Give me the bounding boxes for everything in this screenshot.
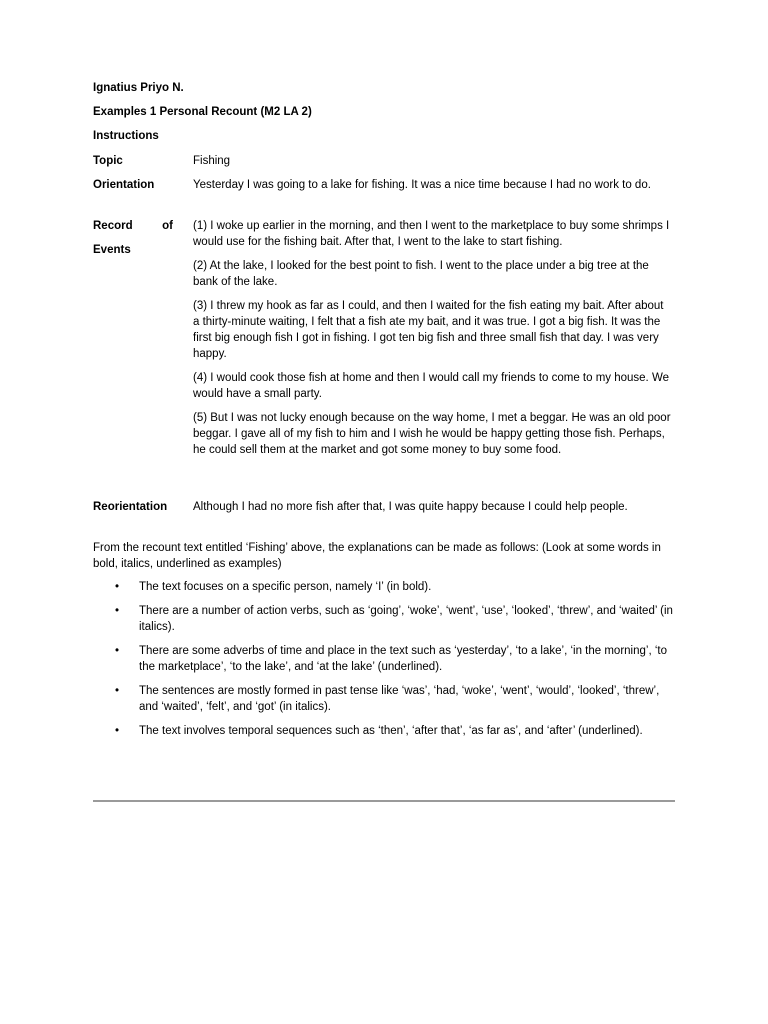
record-label-events: Events: [93, 244, 131, 256]
bullet-icon: •: [115, 605, 120, 617]
bullet-icon: •: [115, 725, 120, 737]
record-of-events-label: [93, 218, 173, 258]
reorientation-label: Reorientation: [93, 501, 168, 513]
reorientation-row: [93, 499, 683, 515]
record-label-of: of: [162, 220, 173, 232]
explanation-list: [93, 579, 673, 747]
reorientation-text: Although I had no more fish after that, I was quite happy because I could help people.: [193, 501, 628, 513]
event-paragraph: (3) I threw my hook as far as I could, and then I waited for the fish eating my bait. After about a thirty-minute waiting, I felt that a fish ate my bait, and it was true. I got a big fish. It was the first big enough fish I got in fishing. I got ten big fish and three small fish that day. I was very happy.: [193, 300, 664, 360]
divider: [93, 800, 675, 802]
list-item: • There are a number of action verbs, such as ‘going’, ‘woke’, ‘went’, ‘use’, ‘looked’, ‘threw’, and ‘waited’ (in italics).: [115, 605, 673, 633]
record-of-events-row: [93, 218, 683, 466]
list-item: • The sentences are mostly formed in past tense like ‘was’, ‘had, ‘woke’, ‘went’, ‘would’, ‘looked’, ‘threw’, and ‘waited’, ‘felt’, and ‘got’ (in italics).: [115, 685, 660, 713]
list-item: • There are some adverbs of time and place in the text such as ‘yesterday’, ‘to a lake’, ‘in the morning’, ‘to the marketplace’, ‘to the lake’, and ‘at the lake’ (underlined).: [115, 645, 667, 673]
record-label-word: Record: [93, 220, 133, 232]
topic-row: [93, 153, 683, 169]
topic-value: Fishing: [193, 155, 231, 167]
orientation-row: [93, 177, 683, 193]
event-paragraph: (2) At the lake, I looked for the best point to fish. I went to the place under a big tree at the bank of the lake.: [193, 260, 649, 288]
bullet-icon: •: [115, 645, 120, 657]
list-item: • The text focuses on a specific person, namely ‘I’ (in bold).: [115, 581, 432, 593]
author-name: Ignatius Priyo N.: [93, 82, 184, 94]
bullet-icon: •: [115, 581, 120, 593]
explanation-intro: From the recount text entitled ‘Fishing’ above, the explanations can be made as follows: (Look at some words in bold, italics, underlined as examples): [93, 542, 661, 570]
topic-label: Topic: [93, 155, 123, 167]
list-item: • The text involves temporal sequences such as ‘then’, ‘after that’, ‘as far as’, and ‘after’ (underlined).: [115, 725, 643, 737]
event-paragraph: (5) But I was not lucky enough because on the way home, I met a beggar. He was an old poor beggar. I gave all of my fish to him and I wish he would be happy getting those fish. Perhaps, he could sell them at the market and got some money to buy some food.: [193, 412, 671, 456]
document-title: Examples 1 Personal Recount (M2 LA 2): [93, 106, 312, 118]
instructions-heading: Instructions: [93, 130, 159, 142]
orientation-label: Orientation: [93, 179, 155, 191]
bullet-icon: •: [115, 685, 120, 697]
event-paragraph: (1) I woke up earlier in the morning, and then I went to the marketplace to buy some shrimps I would use for the fishing bait. After that, I went to the lake to start fishing.: [193, 220, 670, 248]
event-paragraph: (4) I would cook those fish at home and then I would call my friends to come to my house. We would have a small party.: [193, 372, 669, 400]
record-of-events-text: [193, 218, 673, 458]
orientation-text: Yesterday I was going to a lake for fishing. It was a nice time because I had no work to do.: [193, 179, 651, 191]
